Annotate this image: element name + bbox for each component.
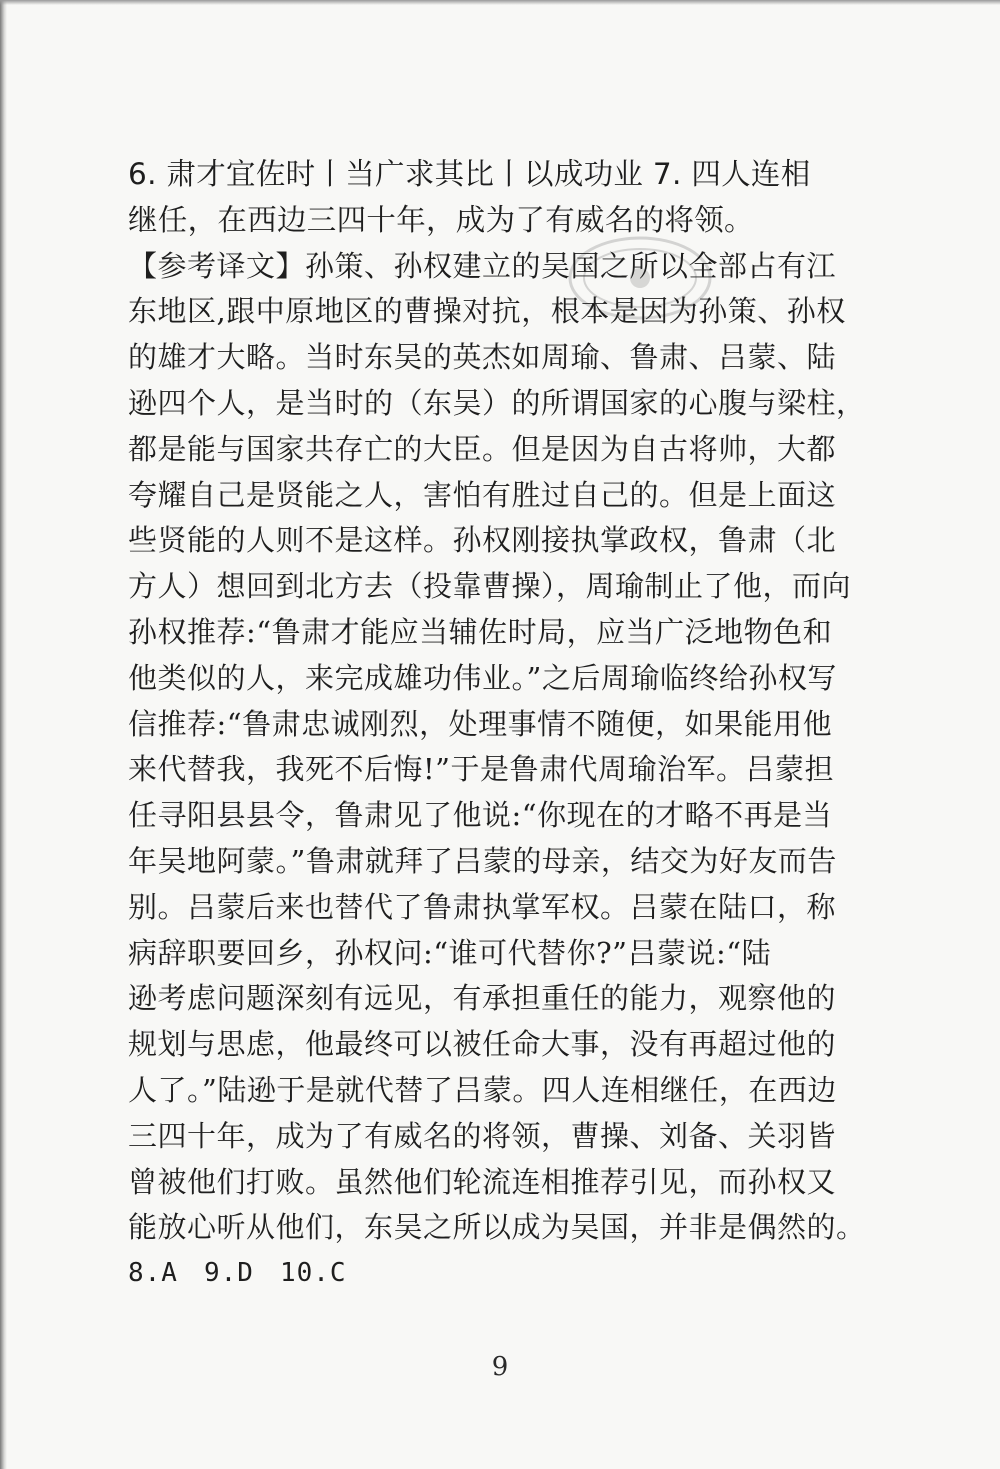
translation-line: 夸耀自己是贤能之人，害怕有胜过自己的。但是上面这 (128, 477, 837, 512)
translation-line: 年吴地阿蒙。”鲁肃就拜了吕蒙的母亲，结交为好友而告 (128, 843, 837, 878)
translation-line: 逊四个人，是当时的（东吴）的所谓国家的心腹与梁柱， (128, 385, 866, 420)
translation-line: 信推荐:“鲁肃忠诚刚烈，处理事情不随便，如果能用他 (128, 706, 833, 741)
translation-line: 【参考译文】孙策、孙权建立的吴国之所以全部占有江 (128, 248, 837, 283)
translation-line: 都是能与国家共存亡的大臣。但是因为自古将帅，大都 (128, 431, 837, 466)
translation-line: 东地区,跟中原地区的曹操对抗，根本是因为孙策、孙权 (128, 294, 846, 329)
scan-edge-left (0, 0, 7, 1469)
translation-line: 些贤能的人则不是这样。孙权刚接执掌政权，鲁肃（北 (128, 523, 837, 558)
scan-edge-top (0, 0, 1000, 5)
answer-choices (128, 1251, 873, 1297)
translation-line: 病辞职要回乡，孙权问:“谁可代替你?”吕蒙说:“陆 (128, 935, 772, 970)
translation-line: 任寻阳县县令，鲁肃见了他说:“你现在的才略不再是当 (128, 798, 833, 833)
answer-9: 9.D (203, 1258, 254, 1289)
page-number: 9 (491, 1352, 509, 1382)
translation-line: 规划与思虑，他最终可以被任命大事，没有再超过他的 (128, 1027, 837, 1062)
translation-line: 三四十年，成为了有威名的将领，曹操、刘备、关羽皆 (128, 1118, 837, 1153)
translation-line: 能放心听从他们，东吴之所以成为吴国，并非是偶然的。 (128, 1210, 866, 1245)
translation-line: 的雄才大略。当时东吴的英杰如周瑜、鲁肃、吕蒙、陆 (128, 340, 837, 375)
translation-line: 别。吕蒙后来也替代了鲁肃执掌军权。吕蒙在陆口，称 (128, 889, 837, 924)
answer-line: 继任，在西边三四十年，成为了有威名的将领。 (128, 202, 754, 237)
answer-section (128, 152, 873, 244)
answer-line: 6. 肃才宜佐时丨当广求其比丨以成功业 7. 四人连相 (128, 157, 811, 191)
translation-line: 人了。”陆逊于是就代替了吕蒙。四人连相继任，在西边 (128, 1072, 837, 1107)
answer-8: 8.A (128, 1258, 178, 1289)
page-content (128, 152, 873, 1297)
translation-line: 方人）想回到北方去（投靠曹操），周瑜制止了他，而向 (128, 569, 852, 604)
translation-line: 曾被他们打败。虽然他们轮流连相推荐引见，而孙权又 (128, 1164, 837, 1199)
answer-10: 10.C (279, 1258, 347, 1289)
translation-line: 他类似的人，来完成雄功伟业。”之后周瑜临终给孙权写 (128, 660, 837, 695)
translation-paragraph (128, 244, 873, 1252)
translation-line: 逊考虑问题深刻有远见，有承担重任的能力，观察他的 (128, 981, 837, 1016)
translation-line: 孙权推荐:“鲁肃才能应当辅佐时局，应当广泛地物色和 (128, 614, 833, 649)
translation-line: 来代替我，我死不后悔!”于是鲁肃代周瑜治军。吕蒙担 (128, 752, 834, 787)
